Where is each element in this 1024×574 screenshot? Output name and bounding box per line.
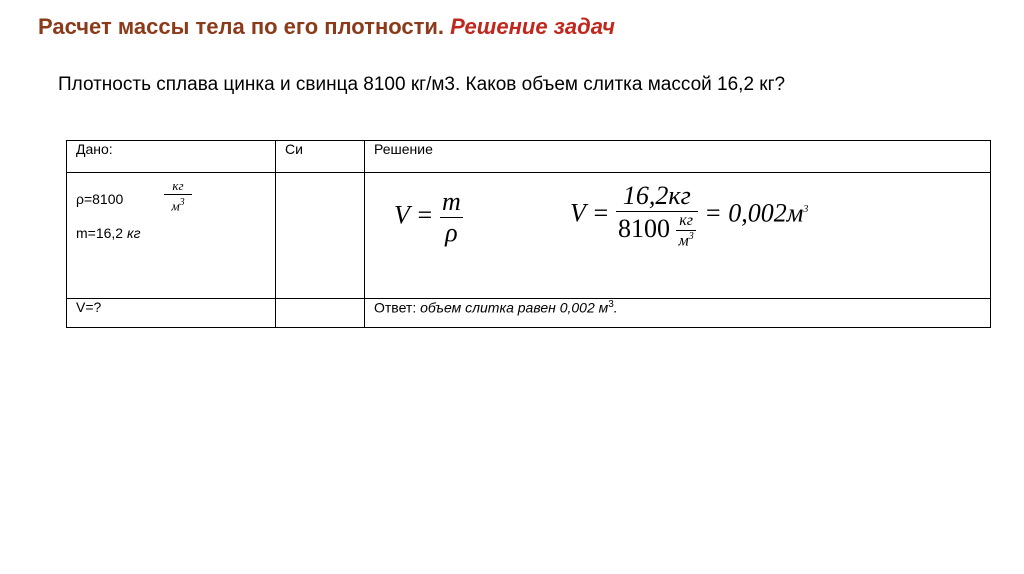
formula2-rhs: = 0,002м	[704, 198, 804, 228]
formula2-lhs: V =	[570, 198, 610, 228]
answer-end: .	[613, 299, 618, 316]
formula2-den-value: 8100	[617, 214, 670, 244]
formula-volume-computed	[570, 181, 808, 250]
si-answer-cell	[276, 299, 365, 328]
answer-exp: 3	[608, 299, 614, 310]
title-main: Расчет массы тела по его плотности.	[38, 14, 445, 39]
header-si: Си	[276, 141, 365, 173]
answer-text: объем слитка равен 0,002 м	[420, 299, 609, 316]
formula2-den-unit-den: м	[678, 232, 689, 250]
formula1-lhs: V =	[394, 200, 434, 230]
density-unit	[164, 179, 192, 213]
find-cell: V=?	[67, 299, 276, 328]
si-cell	[276, 173, 365, 299]
given-mass	[76, 225, 141, 241]
problem-statement: Плотность сплава цинка и свинца 8100 кг/м3. Каков объем слитка массой 16,2 кг?	[58, 74, 786, 95]
table-row-main	[67, 173, 991, 299]
formula2-numerator: 16,2кг	[622, 181, 691, 210]
title-highlight: Решение задач	[450, 14, 615, 39]
density-unit-num: кг	[172, 178, 184, 193]
given-density: ρ=8100	[76, 191, 124, 207]
header-solution: Решение	[365, 141, 991, 173]
density-unit-den: м	[171, 198, 180, 214]
table-header-row	[67, 141, 991, 173]
formula2-den-unit-num: кг	[679, 212, 693, 229]
given-mass-unit: кг	[126, 225, 141, 241]
formula2-rhs-exp: 3	[803, 203, 809, 215]
answer-label: Ответ:	[374, 299, 421, 316]
given-cell	[67, 173, 276, 299]
formula1-denominator: ρ	[440, 217, 463, 248]
solution-table	[66, 140, 991, 328]
answer-cell	[365, 299, 991, 328]
formula1-numerator: m	[441, 187, 461, 216]
header-given: Дано:	[67, 141, 276, 173]
given-mass-label: m=16,2	[76, 225, 127, 241]
solution-cell	[365, 173, 991, 299]
slide-title	[38, 14, 615, 40]
formula2-den-unit-exp: 3	[688, 231, 694, 242]
density-unit-exp: 3	[179, 197, 185, 208]
table-row-answer	[67, 299, 991, 328]
formula-volume-general	[394, 187, 463, 248]
